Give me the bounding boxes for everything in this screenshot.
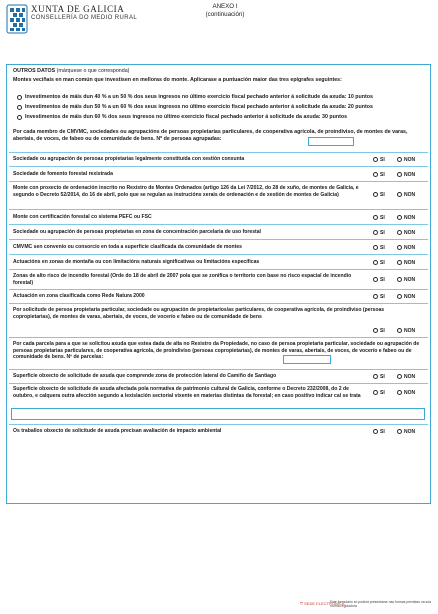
shield-icon: ⛉ bbox=[300, 601, 303, 606]
no-radio[interactable] bbox=[397, 157, 402, 162]
yes-no-group bbox=[373, 293, 431, 301]
yes-radio[interactable] bbox=[373, 172, 378, 177]
yes-radio[interactable] bbox=[373, 429, 378, 434]
no-label: NON bbox=[404, 294, 416, 300]
no-radio[interactable] bbox=[397, 215, 402, 220]
no-radio[interactable] bbox=[397, 245, 402, 250]
yes-label: SI bbox=[380, 230, 385, 236]
investment-option-1-label: Investimentos de máis dun 40 % a un 50 % dos seus ingresos no último exercicio fiscal pechado anterior á solicitude da axuda: 10 puntos bbox=[25, 94, 373, 100]
no-radio[interactable] bbox=[397, 390, 402, 395]
divider bbox=[9, 303, 428, 304]
no-label: NON bbox=[404, 429, 416, 435]
yes-radio[interactable] bbox=[373, 390, 378, 395]
question-label: Por solicitude de persoa propietaria particular, sociedade ou agrupación de propietarios/as particulares, de cooperativa agrícola, de proindiviso (persoas copropietarias), de montes de varas, abertais, de voces, de vocerío e fabeo ou de comunidade de bens bbox=[13, 307, 385, 320]
question-label: Sociedade ou agrupación de persoas propietarias en zona de concentración parcelaria de uso forestal bbox=[13, 229, 261, 235]
divider bbox=[9, 152, 428, 153]
yes-radio[interactable] bbox=[373, 294, 378, 299]
yes-radio[interactable] bbox=[373, 374, 378, 379]
yes-radio[interactable] bbox=[373, 157, 378, 162]
section-title-note: (márquese o que corresponda) bbox=[56, 68, 130, 74]
no-radio[interactable] bbox=[397, 277, 402, 282]
page-header bbox=[0, 0, 438, 38]
members-count-label: Por cada membro de CMVMC, sociedades ou agrupacións de persoas propietarias particulares, de cooperativa agrícola, de proindiviso, de montes de varas, abertais, de voces, de fabeo ou de comunidade de bens. Nº de persoas agrupadas: bbox=[13, 129, 408, 142]
yes-label: SI bbox=[380, 192, 385, 198]
question-label: Actuación en zona clasificada como Rede Natura 2000 bbox=[13, 293, 145, 299]
parcels-count-label: Por cada parcela para a que se solicitou axuda que estea dada de alta no Rexistro da Propiedade, no caso de persoa propietaria particular, sociedade ou agrupación de persoas propietarias particulares, de cooperativa agrícola, de proindiviso (persoas copropietarias), de montes de varas, abertais, de voces, de vocerío e fabeo ou de comunidade de bens. Nº de parcelas: bbox=[13, 341, 420, 360]
yes-radio[interactable] bbox=[373, 215, 378, 220]
footer-logo-text: SEDE ELECTRÓNICA bbox=[304, 601, 345, 606]
xunta-logo-icon bbox=[6, 4, 28, 34]
investment-option-3-label: Investimentos de máis dun 60 % dos seus ingresos no último exercicio fiscal pechado anterior á solicitude da axuda: 30 puntos bbox=[25, 114, 348, 120]
annex-subtitle: (continuación) bbox=[205, 11, 245, 18]
yes-label: SI bbox=[380, 260, 385, 266]
question-label: Superficie obxecto de solicitude de axuda que comprende zona de protección lateral do Camiño de Santiago bbox=[13, 373, 277, 379]
divider bbox=[9, 209, 428, 210]
question-label: Sociedade ou agrupación de persoas propietarias legalmente constituída con xestión conxunta bbox=[13, 156, 245, 162]
divider bbox=[9, 239, 428, 240]
no-label: NON bbox=[404, 277, 416, 283]
question-label: Sociedade de fomento forestal rexistrada bbox=[13, 171, 113, 177]
investment-option-1-radio[interactable] bbox=[17, 95, 22, 100]
yes-label: SI bbox=[380, 277, 385, 283]
yes-no-group bbox=[373, 171, 431, 179]
yes-no-group bbox=[373, 244, 431, 252]
question-label: CMVMC sen convenio ou consorcio en toda a superficie clasificada da comunidade de montes bbox=[13, 244, 242, 250]
members-count-input[interactable] bbox=[308, 137, 354, 146]
no-label: NON bbox=[404, 215, 416, 221]
yes-no-group bbox=[373, 191, 431, 199]
no-radio[interactable] bbox=[397, 230, 402, 235]
question-label: Zonas de alto risco de incendio forestal (Orde do 18 de abril de 2007 pola que se zonifica o territorio con base no risco espacial de incendio forestal) bbox=[13, 273, 352, 286]
no-radio[interactable] bbox=[397, 260, 402, 265]
parcels-count-input[interactable] bbox=[283, 355, 331, 364]
yes-no-group bbox=[373, 259, 431, 267]
heritage-details-input[interactable] bbox=[11, 408, 425, 420]
yes-label: SI bbox=[380, 390, 385, 396]
department-name: CONSELLERÍA DO MEDIO RURAL bbox=[31, 15, 138, 21]
divider bbox=[9, 269, 428, 270]
annex-heading bbox=[195, 3, 255, 19]
no-label: NON bbox=[404, 374, 416, 380]
no-label: NON bbox=[404, 260, 416, 266]
divider bbox=[9, 181, 428, 182]
divider bbox=[9, 383, 428, 384]
no-label: NON bbox=[404, 245, 416, 251]
divider bbox=[9, 224, 428, 225]
no-radio[interactable] bbox=[397, 192, 402, 197]
investment-option-2-radio[interactable] bbox=[17, 105, 22, 110]
yes-label: SI bbox=[380, 157, 385, 163]
divider bbox=[9, 337, 428, 338]
section-intro: Montes veciñais en man común que investisen en melloras do monte. Aplicarase a puntuación maior das tres epígrafes seguintes: bbox=[13, 77, 342, 83]
divider bbox=[9, 166, 428, 167]
yes-no-group bbox=[373, 373, 431, 381]
no-radio[interactable] bbox=[397, 328, 402, 333]
yes-label: SI bbox=[380, 294, 385, 300]
section-title: OUTROS DATOS bbox=[13, 68, 56, 74]
question-label: Monte con proxecto de ordenación inscrito no Rexistro de Montes Ordenados (artigo 126 da Lei 7/2012, do 28 de xuño, de montes de Galicia, e segundo o Decreto 52/2014, do 16 de abril, polo que se regulan as instrucións xerais de ordenación e de xestión de montes de Galicia) bbox=[13, 185, 359, 198]
no-label: NON bbox=[404, 230, 416, 236]
no-label: NON bbox=[404, 172, 416, 178]
divider bbox=[9, 424, 428, 425]
yes-radio[interactable] bbox=[373, 245, 378, 250]
yes-radio[interactable] bbox=[373, 277, 378, 282]
question-label: Superficie obxecto de solicitude de axuda afectada pola normativa de patrimonio cultural de Galicia, conforme o Decreto 232/2008, do 2 de outubro, e calquera outra afección segundo a lexislación sectorial vixente en materias distintas da forestal; en caso positivo indicar cal se trata bbox=[13, 386, 361, 399]
yes-label: SI bbox=[380, 374, 385, 380]
question-label: Os traballos obxecto de solicitude de axuda precisan avaliación de impacto ambiental bbox=[13, 428, 222, 434]
yes-no-group bbox=[373, 327, 431, 335]
yes-no-group bbox=[373, 389, 431, 397]
no-label: NON bbox=[404, 192, 416, 198]
question-label: Monte con certificación forestal co sistema PEFC ou FSC bbox=[13, 214, 152, 220]
investment-option-2-label: Investimentos de máis dun 50 % a un 60 % dos seus ingresos no último exercicio fiscal pechado anterior á solicitude da axuda: 20 puntos bbox=[25, 104, 373, 110]
no-radio[interactable] bbox=[397, 429, 402, 434]
no-radio[interactable] bbox=[397, 294, 402, 299]
yes-label: SI bbox=[380, 328, 385, 334]
section-heading bbox=[13, 68, 431, 75]
yes-radio[interactable] bbox=[373, 230, 378, 235]
yes-radio[interactable] bbox=[373, 260, 378, 265]
no-label: NON bbox=[404, 390, 416, 396]
yes-no-group bbox=[373, 276, 431, 284]
yes-no-group bbox=[373, 229, 431, 237]
no-radio[interactable] bbox=[397, 374, 402, 379]
question-label: Actuacións en zonas de montaña ou con limitacións naturais significativas ou limitacións específicas bbox=[13, 259, 260, 265]
yes-no-group bbox=[373, 428, 431, 436]
yes-radio[interactable] bbox=[373, 328, 378, 333]
divider bbox=[9, 369, 428, 370]
divider bbox=[9, 254, 428, 255]
yes-label: SI bbox=[380, 172, 385, 178]
footer-note: Este formulario só poderá presentarse nas formas previstas na súa norma reguladora bbox=[330, 600, 432, 608]
annex-title: ANEXO I bbox=[212, 3, 238, 10]
yes-label: SI bbox=[380, 215, 385, 221]
yes-label: SI bbox=[380, 429, 385, 435]
no-radio[interactable] bbox=[397, 172, 402, 177]
yes-radio[interactable] bbox=[373, 192, 378, 197]
yes-no-group bbox=[373, 214, 431, 222]
yes-label: SI bbox=[380, 245, 385, 251]
brand-name: XUNTA DE GALICIA bbox=[31, 4, 125, 14]
yes-no-group bbox=[373, 156, 431, 164]
divider bbox=[9, 289, 428, 290]
no-label: NON bbox=[404, 328, 416, 334]
investment-option-3-radio[interactable] bbox=[17, 115, 22, 120]
other-data-section bbox=[6, 64, 431, 504]
no-label: NON bbox=[404, 157, 416, 163]
